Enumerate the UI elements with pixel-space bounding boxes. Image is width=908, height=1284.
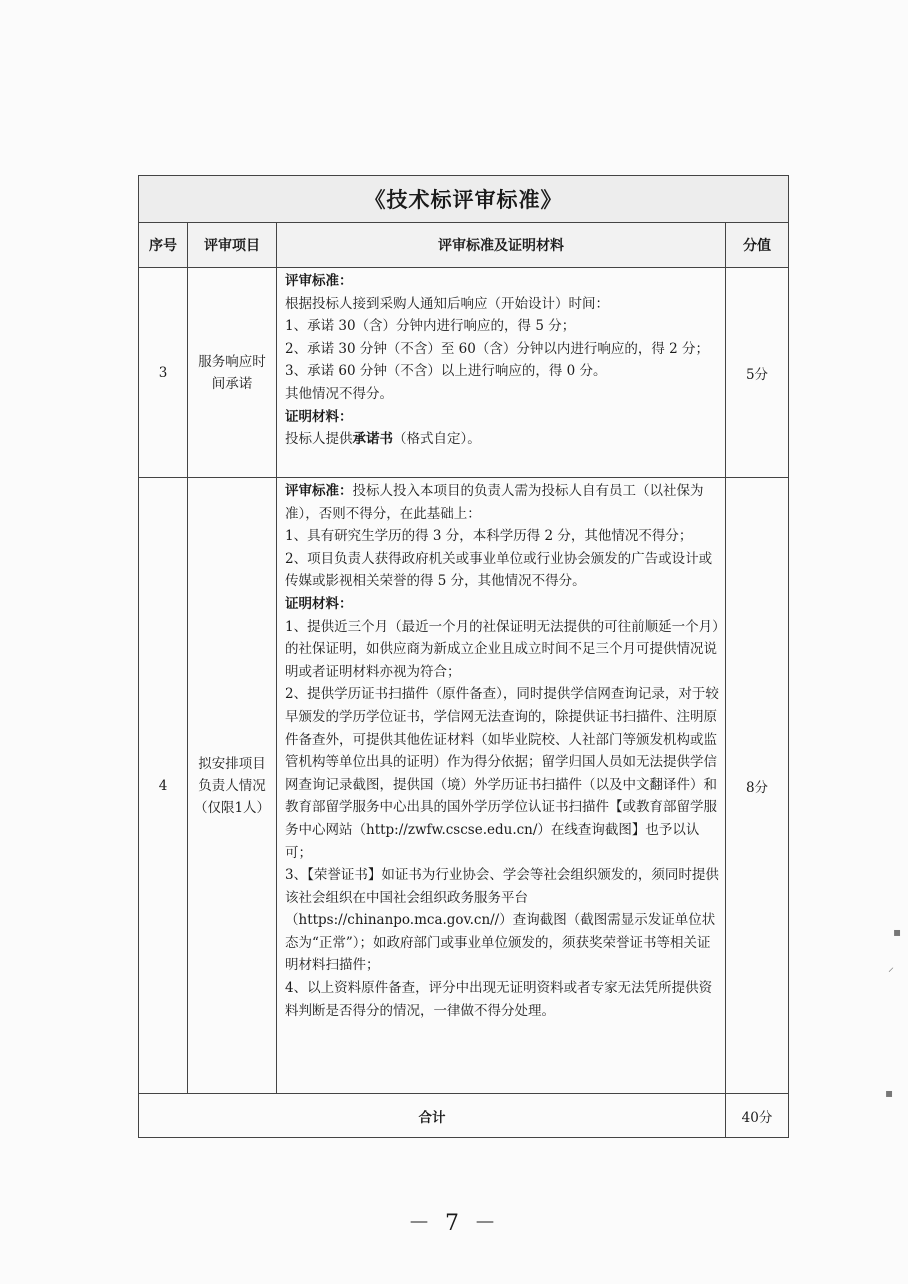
row-number: 3 [139, 268, 188, 478]
header-no: 序号 [139, 223, 188, 268]
header-score: 分值 [726, 223, 789, 268]
proof-label: 证明材料： [285, 408, 353, 425]
row-number: 4 [139, 478, 188, 1094]
criteria-line: 2、承诺 30 分钟（不含）至 60（含）分钟以内进行响应的，得 2 分； [285, 340, 709, 357]
row-criteria [277, 478, 726, 1094]
total-label: 合计 [139, 1094, 726, 1138]
scan-artifact-mark: ▪ [893, 925, 902, 939]
criteria-label: 评审标准： [285, 483, 353, 499]
proof-line [285, 428, 719, 451]
proof-line: 2、提供学历证书扫描件（原件备查），同时提供学信网查询记录，对于较早颁发的学历学位证书，学信网无法查询的，除提供证书扫描件、注明原件备查外，可提供其他佐证材料（如毕业院校、人社部门等颁发机构或监管机构等单位出具的证明）作为得分依据；留学归国人员如无法提供学信网查询记录截图，提供国（境）外学历证书扫描件（以及中文翻译件）和教育部留学服务中心出具的国外学历学位认证书扫描件【或教育部留学服务中心网站（http://zwfw.cscse.edu.cn/）在线查询截图】也予以认可； [285, 686, 719, 861]
criteria-text: 投标人投入本项目的负责人需为投标人自有员工（以社保为准），否则不得分，在此基础上： [285, 483, 704, 522]
proof-keyword: 承诺书 [352, 431, 393, 448]
criteria-line: 其他情况不得分。 [285, 385, 393, 402]
criteria-line: 1、具有研究生学历的得 3 分，本科学历得 2 分，其他情况不得分； [285, 528, 693, 545]
criteria-line: 1、承诺 30（含）分钟内进行响应的，得 5 分； [285, 318, 576, 335]
table-row [139, 478, 789, 1094]
row-item: 服务响应时间承诺 [188, 268, 277, 478]
criteria-label: 评审标准： [285, 273, 353, 289]
proof-text: （格式自定）。 [393, 431, 481, 448]
header-criteria: 评审标准及证明材料 [277, 223, 726, 268]
scan-artifact-mark: ▪ [885, 1086, 894, 1100]
criteria-line: 根据投标人接到采购人通知后响应（开始设计）时间： [285, 295, 609, 312]
proof-line: 1、提供近三个月（最近一个月的社保证明无法提供的可往前顺延一个月）的社保证明，如供应商为新成立企业且成立时间不足三个月可提供情况说明或者证明材料亦视为符合； [285, 618, 719, 680]
scoring-criteria-table [138, 175, 789, 1138]
row-score: 8分 [726, 478, 789, 1094]
row-score: 5分 [726, 268, 789, 478]
proof-text: 投标人提供 [285, 431, 353, 448]
table-title: 《技术标评审标准》 [139, 176, 789, 223]
row-item: 拟安排项目负责人情况（仅限1人） [188, 478, 277, 1094]
criteria-line: 2、项目负责人获得政府机关或事业单位或行业协会颁发的广告或设计或传媒或影视相关荣誉的得 5 分，其他情况不得分。 [285, 550, 713, 590]
page-number: － 7 － [408, 1211, 500, 1236]
header-item: 评审项目 [188, 223, 277, 268]
proof-line: 3、【荣誉证书】如证书为行业协会、学会等社会组织颁发的，须同时提供该社会组织在中国社会组织政务服务平台（https://chinanpo.mca.gov.cn//）查询截图（截图需显示发证单位状态为“正常”）；如政府部门或事业单位颁发的，须获奖荣誉证书等相关证明材料扫描件； [285, 867, 719, 974]
criteria-line: 3、承诺 60 分钟（不含）以上进行响应的，得 0 分。 [285, 363, 607, 380]
total-score: 40分 [726, 1094, 789, 1138]
proof-label: 证明材料： [285, 595, 353, 612]
row-criteria [277, 268, 726, 478]
total-row [139, 1094, 789, 1138]
proof-line: 4、以上资料原件备查，评分中出现无证明资料或者专家无法凭所提供资料判断是否得分的情况，一律做不得分处理。 [285, 980, 713, 1019]
scan-artifact-mark: ⸝ [888, 960, 895, 974]
table-row [139, 268, 789, 478]
